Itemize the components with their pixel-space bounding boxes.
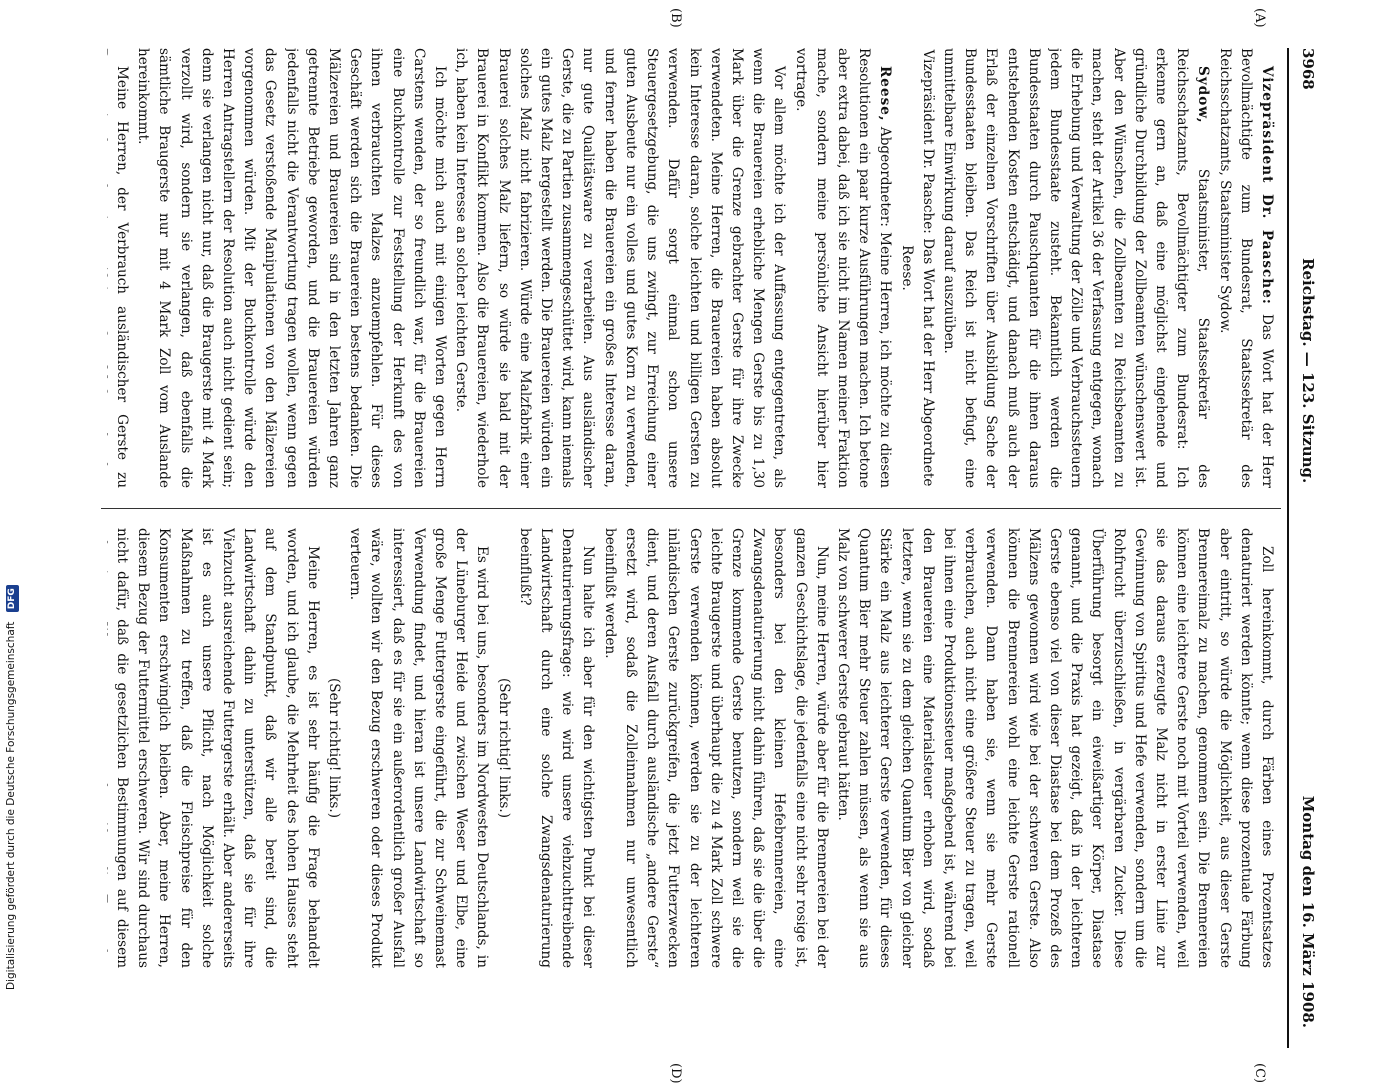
speech-text: Abgeordneter: Meine Herren, ich möchte zu diesen Resolutionen ein paar kurze Ausführungen machen. Ich betone aber extra dabei, daß ich sie nicht im Namen meiner Fraktion mache, sondern meine persönliche Ansicht hierüber hier vortrage.: [792, 48, 894, 488]
speaker-name: Vizepräsident Dr. Paasche:: [1259, 66, 1275, 305]
session-title: Reichstag. — 123. Sitzung.: [1299, 258, 1317, 484]
centered-line: (Sehr richtig! links.): [326, 677, 343, 819]
speech-paragraph: [1213, 48, 1277, 488]
column-rule: [101, 508, 1281, 509]
page-sheet: [63, 8, 1323, 1084]
text-paragraph: Nun halte ich aber für den wichtigsten Punkt bei dieser Denaturierungsfrage: wie wird unsere viehzuchttreibende Landwirtschaft durch eine solche Zwangsdenaturierung beeinflußt?: [516, 528, 597, 968]
speech-text: Staatsminister, Staatssekretär des Reichsschatzamts, Bevollmächtigter zum Bundesrat: Ich erkenne gern an, daß eine möglichst eingehende und gründliche Durchbildung der Zollbeamten wünschenswert ist. Aber den Wünschen, die Zollbeamten zu Reichsbeamten zu machen, steht der Artikel 36 der Verfassung entgegen, wonach die Erhebung und Verwaltung der Zölle und Verbrauchssteuern jedem Bundesstaate zusteht. Bekanntlich werden die Bundesstaaten durch Pauschquanten für die ihnen daraus entstehenden Kosten entschädigt, und danach muß auch der Erlaß der einzelnen Vorschriften über Ausbildung Sache der Bundesstaaten bleiben. Das Reich ist nicht befugt, eine unmittelbare Einwirkung darauf auszuüben.: [940, 48, 1212, 488]
margin-letter-a: (A): [1252, 8, 1267, 28]
speech-paragraph: [789, 48, 895, 488]
running-head: [1283, 48, 1323, 1048]
header-rule: [1287, 48, 1289, 1048]
dfg-logo: DFG: [6, 585, 19, 612]
speaker-name: Reese,: [877, 66, 894, 122]
margin-letter-c: (C): [1252, 1063, 1267, 1084]
text-paragraph: Meine Herren, es ist sehr häufig die Frage behandelt worden, und ich glaube, die Mehrheit des hohen Hauses steht auf dem Standpunkt, daß wir alle bereit sind, die Landwirtschaft dahin zu unterstützen, daß sie für ihre Viehzucht ausreichende Futtergerste erhält. Aber andererseits ist es auch unsere Pflicht, nach Möglichkeit solche Maßnahmen zu treffen, daß die Fleischpreise für den Konsumenten erschwinglich bleiben. Aber, meine Herren, diesem Bezug der Futtermittel erschweren. Wir sind durchaus nicht dafür, daß die gesetzlichen Bestimmungen auf diesem: [114, 528, 321, 968]
speech-paragraph: [938, 48, 1214, 488]
text-paragraph: Ich möchte mich auch mit einigen Worten gegen Herrn Carstens wenden, der so freundlich war, für die Brauereien eine Buchkontrolle zur Feststellung der Herkunft des von ihnen verbrauchten Malzes anzuempfehlen. Für dieses Geschäft werden sich die Brauereien bestens bedanken. Die Mälzereien und Brauereien sind in den letzten Jahren ganz getrennte Betriebe geworden, und die Brauereien würden jedenfalls nicht die Verantwortung tragen wollen, wenn gegen das Gesetz verstoßende Manipulationen von den Mälzereien vorgenommen würden. Mit der Buchkontrolle würde den Herren Antragstellern der Resolution auch nicht gedient sein; denn sie verlangen nicht nur, daß die Braugerste mit 4 Mark verzollt wird, sondern sie verlangen, daß ebenfalls die sämtliche Braugerste nur mit 4 Mark Zoll vom Auslande hereinkommt.: [135, 48, 449, 488]
text-paragraph: Meine Herren, der Verbrauch ausländischer Gerste zu: [114, 66, 131, 488]
left-text-column: [107, 48, 1277, 488]
speech-text: Das Wort hat der Herr Bevollmächtigte zum Bundesrat, Staatssekretär des Reichsschatzamts, Staatsminister Sydow.: [1216, 48, 1275, 488]
digitization-credit: [2, 590, 20, 990]
margin-letter-d: (D): [668, 1063, 683, 1084]
text-paragraph: Vor allem möchte ich der Auffassung entgegentreten, als wenn die Brauereien erhebliche Mengen Gerste bis zu 1,30 Mark über die Grenze gebrachter Gerste für ihre Zwecke verwendeten. Meine Herren, die Brauereien haben absolut kein Interesse daran, solche leichten und billigen Gersten zu verwenden. Dafür sorgt einmal schon unsere Steuergesetzgebung, die uns zwingt, zur Erreichung einer guten Ausbeute nur ein volles und gutes Korn zu verwenden, und ferner haben die Brauereien ein großes Interesse daran, nur gute Qualitätsware zu verarbeiten. Aus ausländischer Gerste, die zu Partien zusammengeschüttet wird, kann niemals ein gutes Malz hergestellt werden. Die Brauereien würden ein solches Malz nicht fabrizieren. Würde eine Malzfabrik einer Brauerei solches Malz liefern, so würde sie bald mit der Brauerei in Konflikt kommen. Also die Brauereien, wiederhole ich, haben kein Interesse an solcher leichten Gerste.: [453, 48, 788, 488]
text-paragraph: Zoll hereinkommt, durch Färben eines Prozentsatzes denaturiert werden könnte; wenn diese prozentuale Färbung aber eintritt, so würde die Möglichkeit, aus dieser Gerste Brennereimalz zu machen, genommen sein. Die Brennereien können eine leichtere Gerste noch mit Vorteil verwenden, weil sie das daraus erzeugte Malz nicht in erster Linie zur Gewinnung von Spiritus und Hefe verwenden, sondern um die Rohfrucht überzuschließen, in vergärbaren Zucker. Diese Überführung besorgt ein eiweißartiger Körper, Diastase genannt, und die Praxis hat gezeigt, daß in der leichteren Gerste ebenso viel von dieser Diastase bei dem Prozeß des Mälzens gewonnen wird wie bei der schweren Gerste. Also können die Brennereien wohl eine leichte Gerste rationell verwenden. Dann haben sie, wenn sie mehr Gerste verbrauchen, auch nicht eine größere Steuer zu tragen, weil bei ihnen eine Produktionssteuer maßgebend ist, während bei den Brauereien eine Materialsteuer erhoben wird, sodaß letztere, wenn sie zu dem gleichen Quantum Bier von gleicher Stärke ein Malz aus leichterer Gerste verwenden, für dieses Quantum Bier mehr Steuer zahlen müssen, als wenn sie aus Malz von schwerer Gerste gebraut hätten.: [834, 528, 1275, 968]
centered-line: Vizepräsident Dr. Paasche: Das Wort hat der Herr Abgeordnete Reese.: [898, 49, 936, 487]
right-text-column: [107, 528, 1277, 968]
session-date: Montag den 16. März 1908.: [1299, 795, 1317, 1028]
credit-text: Digitalisierung gefördert durch die Deutsche Forschungsgemeinschaft: [5, 621, 17, 990]
margin-letter-b: (B): [668, 8, 683, 28]
page-number: 3968: [1299, 48, 1317, 90]
centered-line: (Sehr richtig! links.): [495, 677, 512, 819]
text-paragraph: Nun, meine Herren, würde aber für die Brennereien bei der ganzen Geschichtslage, die jedenfalls eine nicht sehr rosige ist, besonders bei den kleinen Hefebrennereien, eine Zwangsdenaturierung nicht dahin führen, daß sie die über die Grenze kommende Gerste benutzen, sondern weil sie die leichte Braugerste und überhaupt die zu 4 Mark Zoll schwere Gerste verwenden können, werden sie zu der leichteren inländischen Gerste zurückgreifen, die jetzt Futterzwecken dient, und deren Ausfall durch ausländische „andere Gerste“ ersetzt wird, sodaß die Zolleinnahmen nur unwesentlich beeinflußt werden.: [601, 528, 830, 968]
text-paragraph: Es wird bei uns, besonders im Nordwesten Deutschlands, in der Lüneburger Heide und zwischen Weser und Elbe, eine große Menge Futtergerste eingeführt, die zur Schweinemast Verwendung findet, und hieran ist unsere Landwirtschaft so interessiert, daß es für sie ein außerordentlich großer Ausfall wäre, wollten wir den Bezug erschweren oder dieses Produkt verteuern.: [347, 528, 491, 968]
speaker-name: Sydow,: [1195, 66, 1212, 124]
